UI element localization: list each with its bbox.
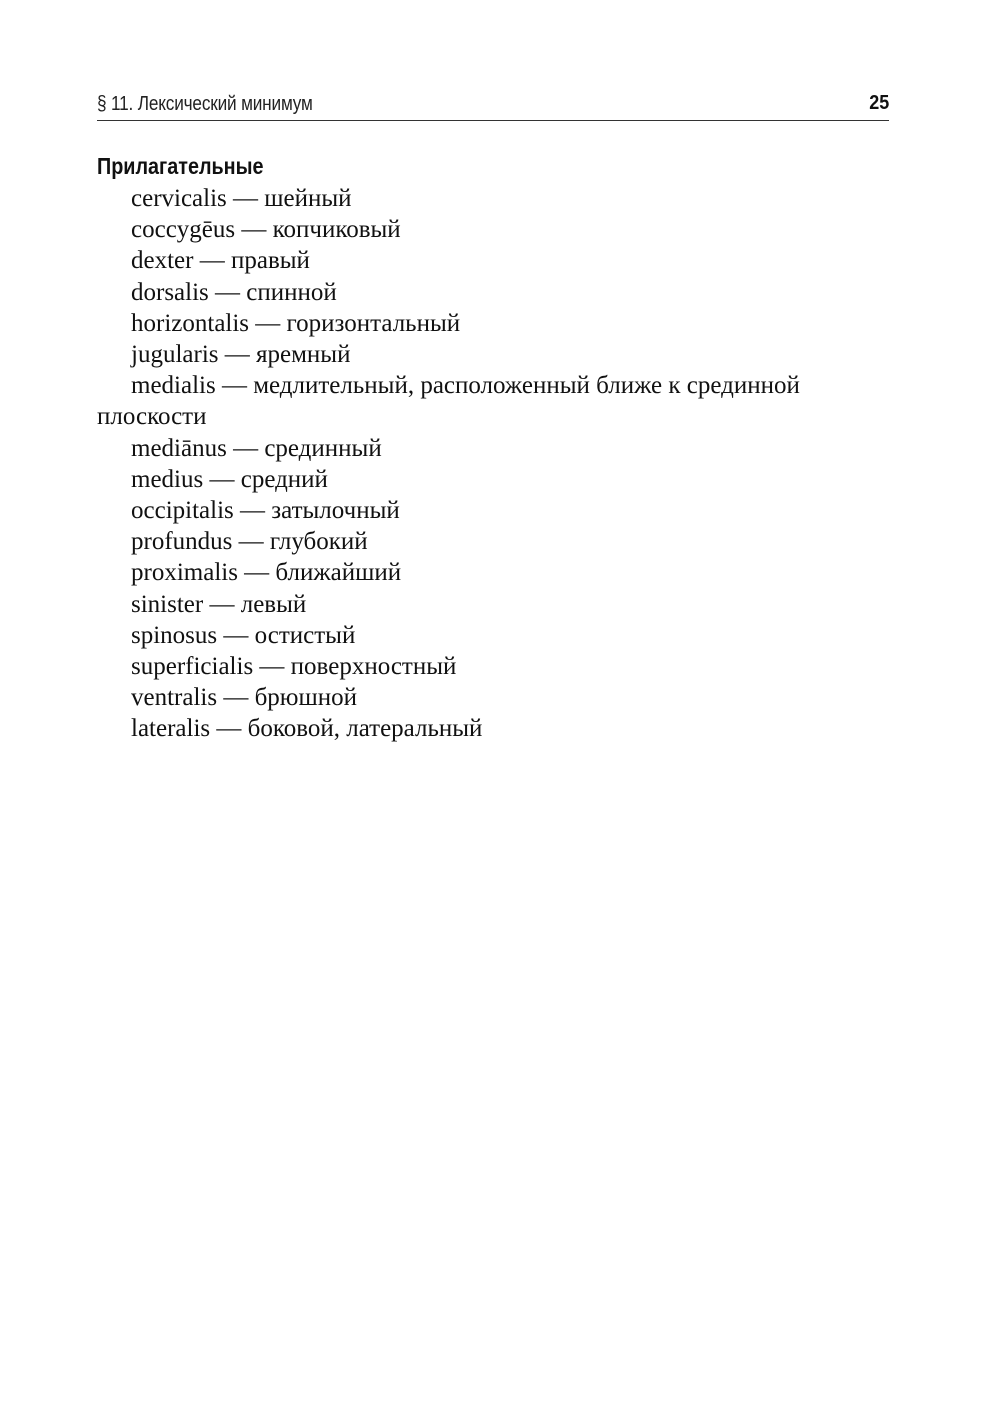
vocab-entry: sinister — левый <box>131 590 307 618</box>
page-number: 25 <box>868 92 889 114</box>
vocab-entry: dorsalis — спинной <box>131 278 337 306</box>
vocab-entry: spinosus — остистый <box>131 621 356 649</box>
vocab-entry: horizontalis — горизонтальный <box>131 309 461 337</box>
vocab-entry: medialis — медлительный, расположенный ближе к срединной плоскости <box>97 372 800 431</box>
vocab-entry: superficialis — поверхностный <box>131 653 457 681</box>
running-title: § 11. Лексический минимум <box>97 93 313 115</box>
vocab-entry: proximalis — ближайший <box>131 559 402 587</box>
vocab-entry: occipitalis — затылочный <box>131 497 400 525</box>
vocab-entry: coccygēus — копчиковый <box>131 216 401 244</box>
vocab-entry: dexter — правый <box>131 247 310 275</box>
vocab-entry: jugularis — яремный <box>131 341 351 369</box>
vocabulary-list <box>97 183 897 745</box>
vocab-entry: lateralis — боковой, латеральный <box>131 715 483 743</box>
vocab-entry: mediānus — срединный <box>131 434 382 462</box>
vocab-entry: ventralis — брюшной <box>131 684 357 712</box>
section-heading: Прилагательные <box>97 153 264 179</box>
running-head <box>97 88 889 121</box>
vocab-entry: cervicalis — шейный <box>131 185 352 212</box>
vocab-entry: profundus — глубокий <box>131 528 368 556</box>
vocab-entry: medius — средний <box>131 465 328 493</box>
